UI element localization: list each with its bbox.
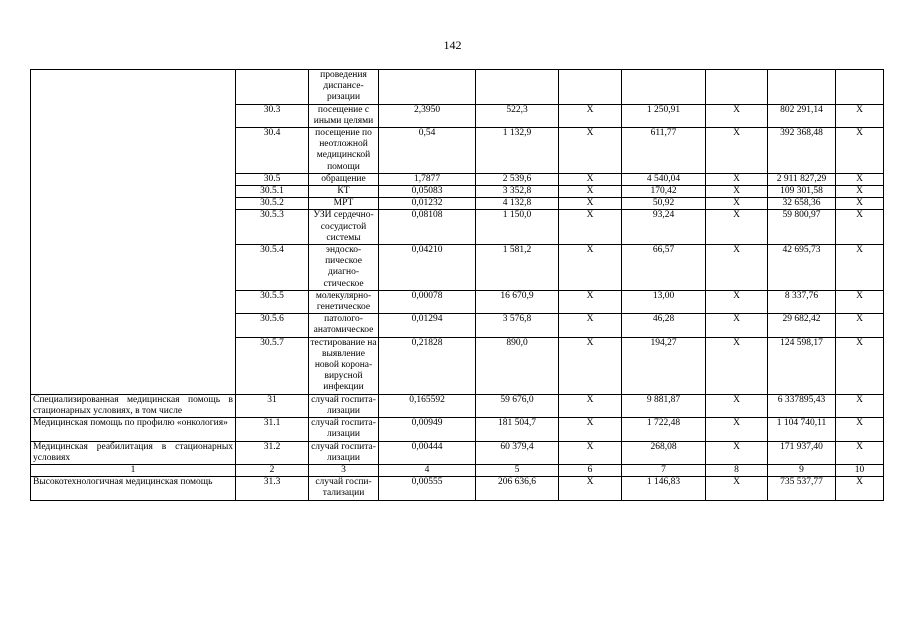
cell-c10: X <box>836 245 884 291</box>
cell-c5: 3 352,8 <box>476 186 559 198</box>
cell-c8: X <box>706 477 768 500</box>
cell-c10: X <box>836 441 884 464</box>
cell-c5: 16 670,9 <box>476 290 559 313</box>
cell-unit: УЗИ сердечно-сосудистой системы <box>309 210 379 245</box>
cell-c6: X <box>559 314 622 337</box>
cell-c6: X <box>559 418 622 441</box>
cell-c7: 1 250,91 <box>622 104 706 127</box>
column-number-cell: 10 <box>836 464 884 476</box>
cell-c5: 890,0 <box>476 337 559 394</box>
column-number-row <box>31 464 884 476</box>
table-row <box>31 477 884 500</box>
cell-c8: X <box>706 173 768 185</box>
cell-c6: X <box>559 198 622 210</box>
cell-unit: молекулярно-генетическое <box>309 290 379 313</box>
cell-c9: 392 368,48 <box>768 128 836 174</box>
cell-code: 31.2 <box>236 441 309 464</box>
cell-code <box>236 70 309 105</box>
cell-c9: 8 337,76 <box>768 290 836 313</box>
cell-c10: X <box>836 314 884 337</box>
cell-unit: МРТ <box>309 198 379 210</box>
cell-code: 30.5.2 <box>236 198 309 210</box>
cell-c10: X <box>836 198 884 210</box>
cell-c10: X <box>836 210 884 245</box>
cell-c9: 42 695,73 <box>768 245 836 291</box>
column-number-cell: 1 <box>31 464 236 476</box>
column-number-cell: 3 <box>309 464 379 476</box>
cell-c9: 59 800,97 <box>768 210 836 245</box>
cell-code: 30.5.1 <box>236 186 309 198</box>
cell-code: 30.5.5 <box>236 290 309 313</box>
cell-c7: 13,00 <box>622 290 706 313</box>
cell-c9: 124 598,17 <box>768 337 836 394</box>
cell-c8: X <box>706 245 768 291</box>
cell-c9: 29 682,42 <box>768 314 836 337</box>
cell-c6: X <box>559 173 622 185</box>
cell-c10 <box>836 70 884 105</box>
cell-unit: случай госпита-лизации <box>309 441 379 464</box>
cell-c4: 0,54 <box>379 128 476 174</box>
cell-c7: 46,28 <box>622 314 706 337</box>
cell-c10: X <box>836 173 884 185</box>
cell-c6: X <box>559 210 622 245</box>
cell-c5: 2 539,6 <box>476 173 559 185</box>
cell-c7: 1 722,48 <box>622 418 706 441</box>
cell-code: 30.5.3 <box>236 210 309 245</box>
cell-c8: X <box>706 198 768 210</box>
table-row <box>31 70 884 105</box>
cell-c7: 611,77 <box>622 128 706 174</box>
cell-c5: 3 576,8 <box>476 314 559 337</box>
cell-c8: X <box>706 441 768 464</box>
cell-c9: 171 937,40 <box>768 441 836 464</box>
cell-c6: X <box>559 290 622 313</box>
cell-c8: X <box>706 186 768 198</box>
cell-unit: случай госпита-лизации <box>309 394 379 417</box>
column-number-cell: 9 <box>768 464 836 476</box>
row-name-cell: Специализированная медицинская помощь в стационарных условиях, в том числе <box>31 394 236 417</box>
cell-c6: X <box>559 477 622 500</box>
cell-c8: X <box>706 210 768 245</box>
cell-unit: КТ <box>309 186 379 198</box>
cell-c6: X <box>559 245 622 291</box>
cell-c4: 0,00555 <box>379 477 476 500</box>
cell-c4: 0,00078 <box>379 290 476 313</box>
cell-c4 <box>379 70 476 105</box>
cell-c4: 0,04210 <box>379 245 476 291</box>
cell-c4: 0,00949 <box>379 418 476 441</box>
cell-c9: 1 104 740,11 <box>768 418 836 441</box>
cell-c7: 268,08 <box>622 441 706 464</box>
cell-c8: X <box>706 314 768 337</box>
page-number: 142 <box>443 38 462 52</box>
cell-c9: 109 301,58 <box>768 186 836 198</box>
cell-c8: X <box>706 104 768 127</box>
cell-c4: 0,01294 <box>379 314 476 337</box>
row-name-cell <box>31 70 236 395</box>
row-name-cell: Медицинская помощь по профилю «онкология» <box>31 418 236 441</box>
cell-c8: X <box>706 290 768 313</box>
cell-c4: 0,00444 <box>379 441 476 464</box>
cell-c10: X <box>836 186 884 198</box>
cell-c6 <box>559 70 622 105</box>
cell-c10: X <box>836 290 884 313</box>
cell-c4: 0,08108 <box>379 210 476 245</box>
cell-c8: X <box>706 128 768 174</box>
cell-c4: 0,165592 <box>379 394 476 417</box>
cell-code: 31 <box>236 394 309 417</box>
cell-code: 30.5.7 <box>236 337 309 394</box>
table-row <box>31 441 884 464</box>
cell-c4: 0,01232 <box>379 198 476 210</box>
table-row <box>31 394 884 417</box>
column-number-cell: 4 <box>379 464 476 476</box>
cell-c7 <box>622 70 706 105</box>
cell-unit: тестирование на выявление новой корона-вирусной инфекции <box>310 337 377 393</box>
cell-c7: 66,57 <box>622 245 706 291</box>
cell-c7: 50,92 <box>622 198 706 210</box>
row-name-cell: Высокотехнологичная медицинская помощь <box>31 477 236 500</box>
cell-code: 31.3 <box>236 477 309 500</box>
cell-c6: X <box>559 104 622 127</box>
cell-c9: 735 537,77 <box>768 477 836 500</box>
cell-c7: 170,42 <box>622 186 706 198</box>
cell-unit: посещение по неотложной медицинской помощи <box>309 128 379 174</box>
cell-c5 <box>476 70 559 105</box>
cell-c5: 1 132,9 <box>476 128 559 174</box>
cell-c7: 1 146,83 <box>622 477 706 500</box>
cell-c9: 2 911 827,29 <box>768 173 836 185</box>
cell-unit: обращение <box>309 173 379 185</box>
cell-c5: 206 636,6 <box>476 477 559 500</box>
cell-c7: 4 540,04 <box>622 173 706 185</box>
cell-code: 31.1 <box>236 418 309 441</box>
cell-c10: X <box>836 337 884 394</box>
cell-c9: 802 291,14 <box>768 104 836 127</box>
cell-c5: 181 504,7 <box>476 418 559 441</box>
cell-c4: 0,05083 <box>379 186 476 198</box>
cell-c8: X <box>706 337 768 394</box>
cell-c6: X <box>559 128 622 174</box>
table-row <box>31 418 884 441</box>
cell-c6: X <box>559 394 622 417</box>
cell-code: 30.3 <box>236 104 309 127</box>
cell-c10: X <box>836 477 884 500</box>
cell-c7: 93,24 <box>622 210 706 245</box>
cell-c5: 1 581,2 <box>476 245 559 291</box>
column-number-cell: 7 <box>622 464 706 476</box>
column-number-cell: 8 <box>706 464 768 476</box>
cell-c6: X <box>559 186 622 198</box>
cell-c8: X <box>706 394 768 417</box>
cell-c5: 522,3 <box>476 104 559 127</box>
data-table <box>30 69 884 501</box>
cell-c5: 1 150,0 <box>476 210 559 245</box>
cell-c8 <box>706 70 768 105</box>
cell-code: 30.5.4 <box>236 245 309 291</box>
cell-c6: X <box>559 441 622 464</box>
cell-c10: X <box>836 104 884 127</box>
cell-code: 30.4 <box>236 128 309 174</box>
cell-c7: 194,27 <box>622 337 706 394</box>
column-number-cell: 5 <box>476 464 559 476</box>
cell-c5: 60 379,4 <box>476 441 559 464</box>
cell-unit: посещение с иными целями <box>309 104 379 127</box>
cell-c9: 6 337895,43 <box>768 394 836 417</box>
cell-c4: 0,21828 <box>379 337 476 394</box>
row-name-cell: Медицинская реабилитация в стационарных условиях <box>31 441 236 464</box>
cell-unit: случай госпи-тализации <box>309 477 379 500</box>
cell-c9 <box>768 70 836 105</box>
cell-code: 30.5.6 <box>236 314 309 337</box>
column-number-cell: 6 <box>559 464 622 476</box>
cell-c5: 4 132,8 <box>476 198 559 210</box>
cell-unit: патолого-анатомическое <box>309 314 379 337</box>
cell-c10: X <box>836 418 884 441</box>
cell-c10: X <box>836 128 884 174</box>
cell-c8: X <box>706 418 768 441</box>
cell-c5: 59 676,0 <box>476 394 559 417</box>
cell-unit: случай госпита-лизации <box>309 418 379 441</box>
cell-code: 30.5 <box>236 173 309 185</box>
cell-c7: 9 881,87 <box>622 394 706 417</box>
column-number-cell: 2 <box>236 464 309 476</box>
cell-unit: проведения диспансе-ризации <box>309 70 379 105</box>
cell-c4: 1,7877 <box>379 173 476 185</box>
cell-c4: 2,3950 <box>379 104 476 127</box>
cell-c10: X <box>836 394 884 417</box>
cell-c9: 32 658,36 <box>768 198 836 210</box>
cell-c6: X <box>559 337 622 394</box>
cell-unit: эндоско-пическое диагно-стическое <box>309 245 379 291</box>
